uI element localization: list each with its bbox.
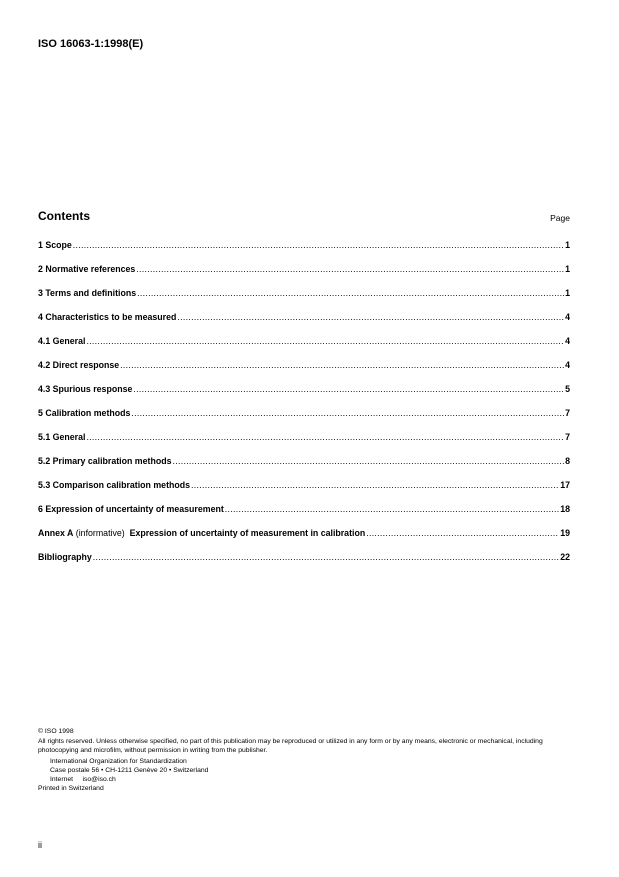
- toc-entry-title: 5.2 Primary calibration methods: [38, 456, 172, 466]
- toc-entry-title: 4 Characteristics to be measured: [38, 312, 177, 322]
- internet-contact: Internet iso@iso.ch: [50, 776, 116, 783]
- document-id: ISO 16063-1:1998(E): [38, 38, 144, 50]
- toc-entry-page: 5: [565, 384, 570, 394]
- toc-entry-uncertainty[interactable]: [38, 504, 570, 528]
- toc-entry-page: 8: [565, 456, 570, 466]
- toc-leader-dots: [86, 336, 564, 346]
- toc-entry-normative-references[interactable]: [38, 264, 570, 288]
- toc-leader-dots: [136, 264, 564, 274]
- annex-title: Expression of uncertainty of measurement in calibration: [124, 528, 366, 538]
- org-name: International Organization for Standardization: [50, 758, 187, 765]
- toc-entry-direct-response[interactable]: [38, 360, 570, 384]
- toc-entry-characteristics[interactable]: [38, 312, 570, 336]
- annex-note: (informative): [73, 528, 125, 538]
- toc-entry-spurious-response[interactable]: [38, 384, 570, 408]
- toc-entry-page: 1: [565, 240, 570, 250]
- page-number: ii: [38, 840, 42, 850]
- toc-entry-title: 4.1 General: [38, 336, 86, 346]
- toc-entry-terms-and-definitions[interactable]: [38, 288, 570, 312]
- toc-entry-5-1-general[interactable]: [38, 432, 570, 456]
- toc-entry-page: 1: [565, 264, 570, 274]
- toc-leader-dots: [137, 288, 564, 298]
- toc-entry-page: 19: [560, 528, 570, 538]
- toc-entry-page: 4: [565, 336, 570, 346]
- toc-entry-title: 2 Normative references: [38, 264, 136, 274]
- contents-header: [38, 209, 570, 223]
- toc-leader-dots: [93, 552, 559, 562]
- toc-leader-dots: [172, 456, 564, 466]
- toc-leader-dots: [120, 360, 564, 370]
- toc-leader-dots: [366, 528, 559, 538]
- toc-leader-dots: [73, 240, 564, 250]
- toc-entry-title: 4.2 Direct response: [38, 360, 120, 370]
- toc-entry-bibliography[interactable]: [38, 552, 570, 576]
- toc-entry-comparison-calibration[interactable]: [38, 480, 570, 504]
- toc-entry-title: 5.3 Comparison calibration methods: [38, 480, 191, 490]
- toc-entry-page: 18: [560, 504, 570, 514]
- toc-leader-dots: [191, 480, 559, 490]
- toc-entry-primary-calibration[interactable]: [38, 456, 570, 480]
- page-column-label: Page: [550, 213, 570, 223]
- toc-entry-annex-a[interactable]: [38, 528, 570, 552]
- toc-entry-title: 1 Scope: [38, 240, 72, 250]
- copyright-footer: [38, 727, 578, 793]
- copyright-line: © ISO 1998: [38, 728, 74, 735]
- toc-entry-calibration-methods[interactable]: [38, 408, 570, 432]
- toc-entry-title: 3 Terms and definitions: [38, 288, 137, 298]
- toc-entry-title: 5 Calibration methods: [38, 408, 131, 418]
- toc-leader-dots: [86, 432, 564, 442]
- toc-entry-scope[interactable]: [38, 240, 570, 264]
- toc-leader-dots: [225, 504, 559, 514]
- annex-label: Annex A: [38, 528, 74, 538]
- toc-entry-page: 1: [565, 288, 570, 298]
- publisher-address: [50, 757, 578, 784]
- toc-entry-4-1-general[interactable]: [38, 336, 570, 360]
- toc-entry-title: 6 Expression of uncertainty of measurement: [38, 504, 224, 514]
- contents-title: Contents: [38, 209, 90, 223]
- toc-leader-dots: [133, 384, 564, 394]
- toc-entry-page: 4: [565, 360, 570, 370]
- toc-entry-page: 17: [560, 480, 570, 490]
- toc-entry-page: 7: [565, 432, 570, 442]
- table-of-contents: [38, 240, 570, 576]
- toc-entry-page: 7: [565, 408, 570, 418]
- toc-entry-title: [38, 528, 365, 538]
- toc-entry-page: 22: [560, 552, 570, 562]
- toc-leader-dots: [177, 312, 564, 322]
- toc-leader-dots: [131, 408, 564, 418]
- toc-entry-title: 4.3 Spurious response: [38, 384, 133, 394]
- rights-notice: All rights reserved. Unless otherwise specified, no part of this publication may be reproduced or utilized in any form or by any means, electronic or mechanical, including photocopying and microfilm, without permission in writing from the publisher.: [38, 738, 543, 754]
- toc-entry-title: 5.1 General: [38, 432, 86, 442]
- printed-in: Printed in Switzerland: [38, 785, 104, 792]
- postal-address: Case postale 56 • CH-1211 Genève 20 • Switzerland: [50, 767, 209, 774]
- toc-entry-page: 4: [565, 312, 570, 322]
- toc-entry-title: Bibliography: [38, 552, 92, 562]
